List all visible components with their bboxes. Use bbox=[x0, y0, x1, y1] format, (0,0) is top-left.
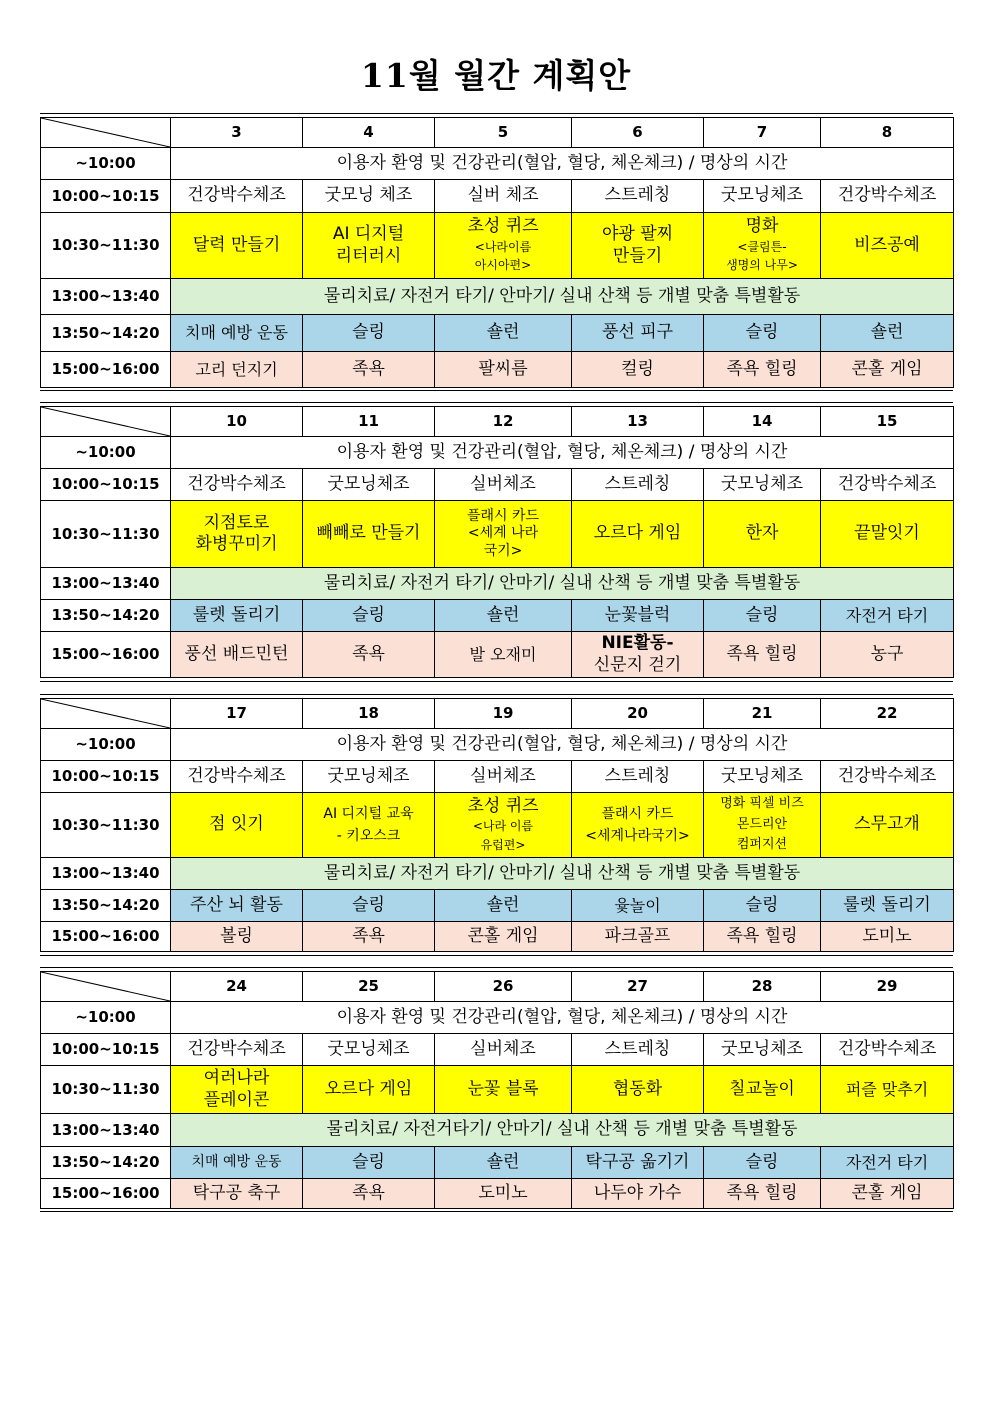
program-cell: 지점토로 화병꾸미기 bbox=[171, 501, 303, 568]
schedule-table bbox=[40, 698, 954, 952]
exercise-cell: 실버체조 bbox=[435, 1034, 572, 1066]
time-slot-label: 10:00~10:15 bbox=[41, 469, 171, 501]
afternoon-activity-1: 숄런 bbox=[435, 600, 572, 632]
exercise-cell: 굿모닝체조 bbox=[303, 1034, 435, 1066]
day-header: 14 bbox=[704, 407, 821, 437]
afternoon-activity-1: 룰렛 돌리기 bbox=[171, 600, 303, 632]
program-cell: 오르다 게임 bbox=[572, 501, 704, 568]
program-cell: 한자 bbox=[704, 501, 821, 568]
afternoon-activity-1: 숄런 bbox=[435, 315, 572, 352]
exercise-cell: 건강박수체조 bbox=[821, 1034, 954, 1066]
time-slot-label: ~10:00 bbox=[41, 729, 171, 761]
program-cell: 점 잇기 bbox=[171, 793, 303, 858]
week-4-schedule bbox=[40, 971, 953, 1209]
week-2-schedule bbox=[40, 406, 953, 678]
exercise-cell: 스트레칭 bbox=[572, 1034, 704, 1066]
time-slot-label: 10:30~11:30 bbox=[41, 1066, 171, 1114]
time-slot-label: 13:00~13:40 bbox=[41, 279, 171, 315]
afternoon-activity-1: 숄런 bbox=[435, 890, 572, 922]
exercise-cell: 건강박수체조 bbox=[821, 180, 954, 213]
program-cell: 초성 퀴즈 <나라이름 아시아편> bbox=[435, 213, 572, 279]
program-cell: 명화 <클림튼- 생명의 나무> bbox=[704, 213, 821, 279]
day-header: 25 bbox=[303, 972, 435, 1002]
afternoon-activity-1: 윷놀이 bbox=[572, 890, 704, 922]
program-cell: 눈꽃 블록 bbox=[435, 1066, 572, 1114]
special-activity: 물리치료/ 자전거타기/ 안마기/ 실내 산책 등 개별 맞춤 특별활동 bbox=[171, 1114, 954, 1147]
afternoon-activity-2: 탁구공 축구 bbox=[171, 1179, 303, 1209]
afternoon-activity-1: 룰렛 돌리기 bbox=[821, 890, 954, 922]
afternoon-activity-1: 슬링 bbox=[303, 1147, 435, 1179]
exercise-cell: 스트레칭 bbox=[572, 761, 704, 793]
afternoon-activity-1: 슬링 bbox=[303, 890, 435, 922]
afternoon-activity-1: 풍선 피구 bbox=[572, 315, 704, 352]
afternoon-activity-1: 슬링 bbox=[303, 600, 435, 632]
afternoon-activity-2: 족욕 bbox=[303, 1179, 435, 1209]
afternoon-activity-2: 족욕 힐링 bbox=[704, 922, 821, 952]
afternoon-activity-2: 고리 던지기 bbox=[171, 352, 303, 388]
afternoon-activity-1: 탁구공 옮기기 bbox=[572, 1147, 704, 1179]
exercise-cell: 굿모닝체조 bbox=[704, 1034, 821, 1066]
exercise-cell: 건강박수체조 bbox=[821, 469, 954, 501]
afternoon-activity-2: 도미노 bbox=[435, 1179, 572, 1209]
program-cell: 오르다 게임 bbox=[303, 1066, 435, 1114]
program-cell: 빼빼로 만들기 bbox=[303, 501, 435, 568]
exercise-cell: 건강박수체조 bbox=[171, 1034, 303, 1066]
time-slot-label: 10:30~11:30 bbox=[41, 213, 171, 279]
time-slot-label: ~10:00 bbox=[41, 148, 171, 180]
day-header: 12 bbox=[435, 407, 572, 437]
afternoon-activity-2: 발 오재미 bbox=[435, 632, 572, 678]
day-header: 19 bbox=[435, 699, 572, 729]
exercise-cell: 실버 체조 bbox=[435, 180, 572, 213]
exercise-cell: 건강박수체조 bbox=[171, 761, 303, 793]
day-header: 10 bbox=[171, 407, 303, 437]
afternoon-activity-2: 족욕 힐링 bbox=[704, 632, 821, 678]
afternoon-activity-1: 슬링 bbox=[704, 600, 821, 632]
welcome-activity: 이용자 환영 및 건강관리(혈압, 혈당, 체온체크) / 명상의 시간 bbox=[171, 729, 954, 761]
corner-diagonal-cell bbox=[41, 407, 171, 437]
day-header: 20 bbox=[572, 699, 704, 729]
exercise-cell: 스트레칭 bbox=[572, 180, 704, 213]
time-slot-label: 13:50~14:20 bbox=[41, 600, 171, 632]
afternoon-activity-2: 파크골프 bbox=[572, 922, 704, 952]
time-slot-label: 10:30~11:30 bbox=[41, 793, 171, 858]
time-slot-label: 13:50~14:20 bbox=[41, 890, 171, 922]
afternoon-activity-1: 자전거 타기 bbox=[821, 600, 954, 632]
afternoon-activity-1: 눈꽃블럭 bbox=[572, 600, 704, 632]
corner-diagonal-cell bbox=[41, 699, 171, 729]
exercise-cell: 건강박수체조 bbox=[821, 761, 954, 793]
time-slot-label: 10:00~10:15 bbox=[41, 180, 171, 213]
time-slot-label: 13:00~13:40 bbox=[41, 1114, 171, 1147]
afternoon-activity-2: 컬링 bbox=[572, 352, 704, 388]
afternoon-activity-2: NIE활동- 신문지 걷기 bbox=[572, 632, 704, 678]
time-slot-label: 13:00~13:40 bbox=[41, 858, 171, 890]
afternoon-activity-2: 도미노 bbox=[821, 922, 954, 952]
afternoon-activity-1: 숄런 bbox=[821, 315, 954, 352]
exercise-cell: 굿모닝체조 bbox=[704, 469, 821, 501]
day-header: 21 bbox=[704, 699, 821, 729]
special-activity: 물리치료/ 자전거 타기/ 안마기/ 실내 산책 등 개별 맞춤 특별활동 bbox=[171, 858, 954, 890]
exercise-cell: 굿모닝체조 bbox=[704, 761, 821, 793]
afternoon-activity-2: 팔씨름 bbox=[435, 352, 572, 388]
afternoon-activity-2: 농구 bbox=[821, 632, 954, 678]
day-header: 11 bbox=[303, 407, 435, 437]
time-slot-label: 10:00~10:15 bbox=[41, 761, 171, 793]
time-slot-label: 13:50~14:20 bbox=[41, 315, 171, 352]
page-title: 11월 월간 계획안 bbox=[360, 56, 632, 95]
exercise-cell: 스트레칭 bbox=[572, 469, 704, 501]
program-cell: 여러나라 플레이콘 bbox=[171, 1066, 303, 1114]
afternoon-activity-1: 자전거 타기 bbox=[821, 1147, 954, 1179]
program-cell: 비즈공예 bbox=[821, 213, 954, 279]
day-header: 3 bbox=[171, 118, 303, 148]
day-header: 5 bbox=[435, 118, 572, 148]
welcome-activity: 이용자 환영 및 건강관리(혈압, 혈당, 체온체크) / 명상의 시간 bbox=[171, 437, 954, 469]
schedule-table bbox=[40, 117, 954, 388]
day-header: 15 bbox=[821, 407, 954, 437]
program-cell: 스무고개 bbox=[821, 793, 954, 858]
afternoon-activity-1: 슬링 bbox=[704, 890, 821, 922]
welcome-activity: 이용자 환영 및 건강관리(혈압, 혈당, 체온체크) / 명상의 시간 bbox=[171, 148, 954, 180]
day-header: 8 bbox=[821, 118, 954, 148]
program-cell: 플래시 카드 <세계나라국기> bbox=[572, 793, 704, 858]
program-cell: 협동화 bbox=[572, 1066, 704, 1114]
day-header: 18 bbox=[303, 699, 435, 729]
day-header: 7 bbox=[704, 118, 821, 148]
program-cell: 칠교놀이 bbox=[704, 1066, 821, 1114]
afternoon-activity-2: 콘홀 게임 bbox=[821, 352, 954, 388]
afternoon-activity-2: 콘홀 게임 bbox=[821, 1179, 954, 1209]
day-header: 29 bbox=[821, 972, 954, 1002]
program-cell: 초성 퀴즈 <나라 이름 유럽편> bbox=[435, 793, 572, 858]
special-activity: 물리치료/ 자전거 타기/ 안마기/ 실내 산책 등 개별 맞춤 특별활동 bbox=[171, 279, 954, 315]
program-cell: 야광 팔찌 만들기 bbox=[572, 213, 704, 279]
time-slot-label: 15:00~16:00 bbox=[41, 1179, 171, 1209]
corner-diagonal-cell bbox=[41, 972, 171, 1002]
program-cell: 달력 만들기 bbox=[171, 213, 303, 279]
program-cell: AI 디지털 교육 - 키오스크 bbox=[303, 793, 435, 858]
day-header: 13 bbox=[572, 407, 704, 437]
day-header: 24 bbox=[171, 972, 303, 1002]
program-cell: 끝말잇기 bbox=[821, 501, 954, 568]
afternoon-activity-2: 나두야 가수 bbox=[572, 1179, 704, 1209]
week-3-schedule bbox=[40, 698, 953, 952]
time-slot-label: 15:00~16:00 bbox=[41, 352, 171, 388]
afternoon-activity-2: 족욕 힐링 bbox=[704, 1179, 821, 1209]
exercise-cell: 건강박수체조 bbox=[171, 469, 303, 501]
program-cell: 명화 픽셀 비즈 몬드리안 컴퍼지션 bbox=[704, 793, 821, 858]
afternoon-activity-1: 주산 뇌 활동 bbox=[171, 890, 303, 922]
afternoon-activity-1: 숄런 bbox=[435, 1147, 572, 1179]
afternoon-activity-2: 족욕 힐링 bbox=[704, 352, 821, 388]
exercise-cell: 실버체조 bbox=[435, 469, 572, 501]
welcome-activity: 이용자 환영 및 건강관리(혈압, 혈당, 체온체크) / 명상의 시간 bbox=[171, 1002, 954, 1034]
time-slot-label: 10:00~10:15 bbox=[41, 1034, 171, 1066]
afternoon-activity-1: 치매 예방 운동 bbox=[171, 315, 303, 352]
afternoon-activity-2: 족욕 bbox=[303, 352, 435, 388]
day-header: 26 bbox=[435, 972, 572, 1002]
afternoon-activity-1: 치매 예방 운동 bbox=[171, 1147, 303, 1179]
program-cell: 플래시 카드 <세계 나라 국기> bbox=[435, 501, 572, 568]
exercise-cell: 굿모닝체조 bbox=[303, 761, 435, 793]
time-slot-label: ~10:00 bbox=[41, 437, 171, 469]
afternoon-activity-1: 슬링 bbox=[303, 315, 435, 352]
exercise-cell: 굿모닝체조 bbox=[303, 469, 435, 501]
exercise-cell: 건강박수체조 bbox=[171, 180, 303, 213]
schedule-table bbox=[40, 971, 954, 1209]
schedule-table bbox=[40, 406, 954, 678]
day-header: 27 bbox=[572, 972, 704, 1002]
time-slot-label: 15:00~16:00 bbox=[41, 632, 171, 678]
time-slot-label: 13:00~13:40 bbox=[41, 568, 171, 600]
afternoon-activity-2: 볼링 bbox=[171, 922, 303, 952]
corner-diagonal-cell bbox=[41, 118, 171, 148]
program-cell: 퍼즐 맞추기 bbox=[821, 1066, 954, 1114]
exercise-cell: 굿모닝 체조 bbox=[303, 180, 435, 213]
afternoon-activity-2: 풍선 배드민턴 bbox=[171, 632, 303, 678]
day-header: 17 bbox=[171, 699, 303, 729]
special-activity: 물리치료/ 자전거 타기/ 안마기/ 실내 산책 등 개별 맞춤 특별활동 bbox=[171, 568, 954, 600]
time-slot-label: 10:30~11:30 bbox=[41, 501, 171, 568]
afternoon-activity-2: 콘홀 게임 bbox=[435, 922, 572, 952]
day-header: 4 bbox=[303, 118, 435, 148]
time-slot-label: 13:50~14:20 bbox=[41, 1147, 171, 1179]
exercise-cell: 실버체조 bbox=[435, 761, 572, 793]
program-cell: AI 디지털 리터러시 bbox=[303, 213, 435, 279]
week-1-schedule bbox=[40, 117, 953, 388]
day-header: 6 bbox=[572, 118, 704, 148]
time-slot-label: 15:00~16:00 bbox=[41, 922, 171, 952]
day-header: 28 bbox=[704, 972, 821, 1002]
afternoon-activity-2: 족욕 bbox=[303, 632, 435, 678]
afternoon-activity-1: 슬링 bbox=[704, 315, 821, 352]
time-slot-label: ~10:00 bbox=[41, 1002, 171, 1034]
day-header: 22 bbox=[821, 699, 954, 729]
afternoon-activity-1: 슬링 bbox=[704, 1147, 821, 1179]
exercise-cell: 굿모닝체조 bbox=[704, 180, 821, 213]
afternoon-activity-2: 족욕 bbox=[303, 922, 435, 952]
